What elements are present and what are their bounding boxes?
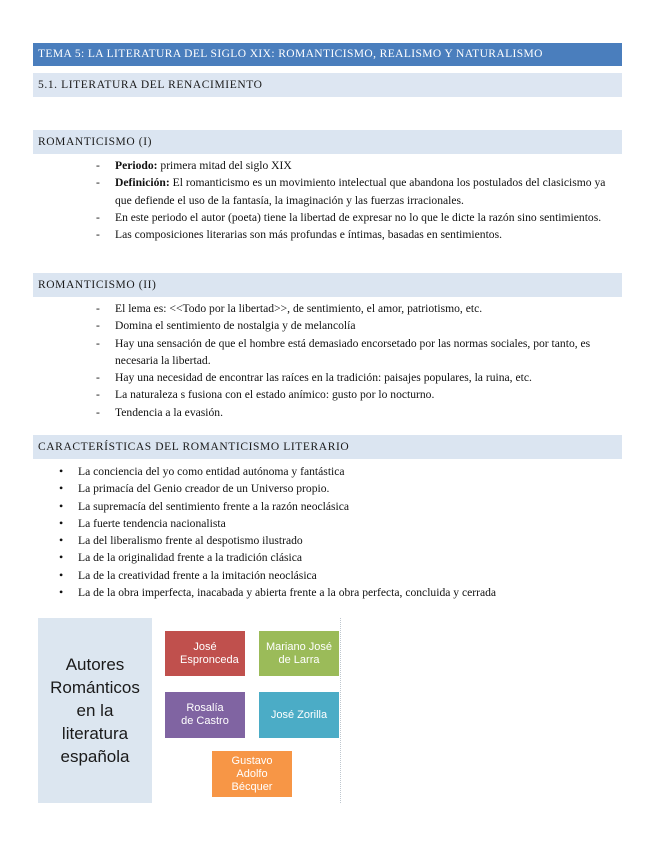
authors-diagram xyxy=(38,618,342,803)
document-title-banner: TEMA 5: LA LITERATURA DEL SIGLO XIX: ROMANTICISMO, REALISMO Y NATURALISMO xyxy=(33,43,622,66)
heading-caracteristicas: CARACTERÍSTICAS DEL ROMANTICISMO LITERARIO xyxy=(33,435,622,459)
author-box-zorilla: José Zorilla xyxy=(259,692,339,738)
list-item: • La de la originalidad frente a la tradición clásica xyxy=(55,549,625,566)
romanticismo-2-list xyxy=(92,300,622,421)
list-item: - El lema es: <<Todo por la libertad>>, de sentimiento, el amor, patriotismo, etc. xyxy=(92,300,622,317)
list-item: • La del liberalismo frente al despotismo ilustrado xyxy=(55,532,625,549)
heading-romanticismo-2: ROMANTICISMO (II) xyxy=(33,273,622,297)
author-box-rosalia: Rosalía de Castro xyxy=(165,692,245,738)
romanticismo-1-list xyxy=(92,157,622,243)
author-box-espronceda: José Espronceda xyxy=(165,631,245,676)
diagram-divider xyxy=(340,618,341,803)
diagram-title-line: Autores xyxy=(65,655,125,674)
heading-romanticismo-1: ROMANTICISMO (I) xyxy=(33,130,622,154)
section-heading-renacimiento: 5.1. LITERATURA DEL RENACIMIENTO xyxy=(33,73,622,97)
list-item: - Las composiciones literarias son más profundas e íntimas, basadas en sentimientos. xyxy=(92,226,622,243)
list-item: - Tendencia a la evasión. xyxy=(92,404,622,421)
list-item: - Periodo: primera mitad del siglo XIX xyxy=(92,157,622,174)
author-box-larra: Mariano José de Larra xyxy=(259,631,339,676)
caracteristicas-list xyxy=(55,463,625,601)
diagram-title-line: Románticos xyxy=(50,678,140,697)
author-box-becquer: Gustavo Adolfo Bécquer xyxy=(212,751,292,797)
diagram-title-line: literatura xyxy=(61,724,129,743)
diagram-title-line: en la xyxy=(76,701,114,720)
list-item: • La primacía del Genio creador de un Universo propio. xyxy=(55,480,625,497)
list-item: - Hay una sensación de que el hombre está demasiado encorsetado por las normas sociales, por tanto, es necesaria la libertad. xyxy=(92,335,622,370)
diagram-title xyxy=(38,618,152,803)
diagram-title-line: española xyxy=(60,747,130,766)
list-item: - Domina el sentimiento de nostalgia y de melancolía xyxy=(92,317,622,334)
list-item: • La de la creatividad frente a la imitación neoclásica xyxy=(55,567,625,584)
list-item: - Hay una necesidad de encontrar las raíces en la tradición: paisajes populares, la ruina, etc. xyxy=(92,369,622,386)
list-item: - La naturaleza s fusiona con el estado anímico: gusto por lo nocturno. xyxy=(92,386,622,403)
list-item: • La conciencia del yo como entidad autónoma y fantástica xyxy=(55,463,625,480)
list-item: - En este periodo el autor (poeta) tiene la libertad de expresar no lo que le dicte la razón sino sentimientos. xyxy=(92,209,622,226)
list-item: - Definición: El romanticismo es un movimiento intelectual que abandona los postulados del clasicismo ya que defiende el uso de la fantasía, la imaginación y las fuerzas irracionales. xyxy=(92,174,622,209)
list-item: • La de la obra imperfecta, inacabada y abierta frente a la obra perfecta, concluida y cerrada xyxy=(55,584,625,601)
list-item: • La fuerte tendencia nacionalista xyxy=(55,515,625,532)
list-item: • La supremacía del sentimiento frente a la razón neoclásica xyxy=(55,498,625,515)
